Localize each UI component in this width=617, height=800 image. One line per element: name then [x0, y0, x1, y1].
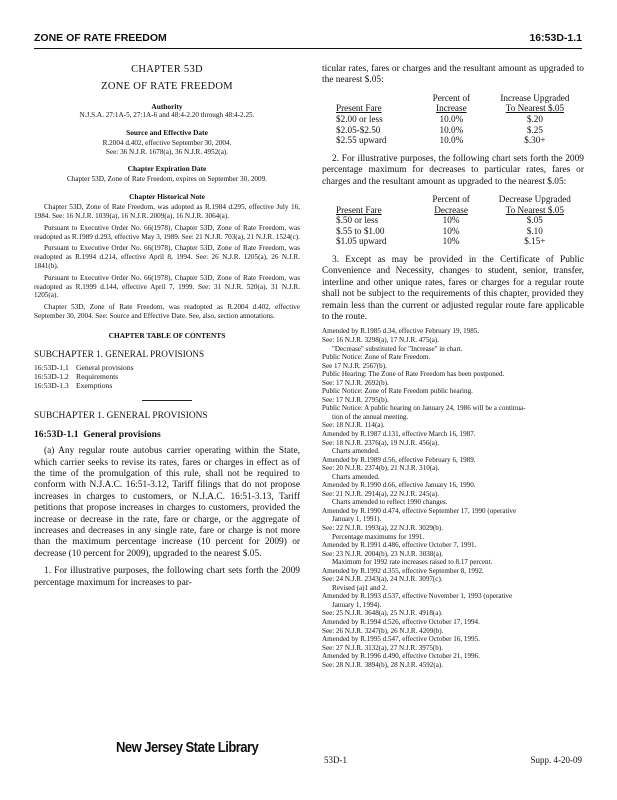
history-line: See: 18 N.J.R. 114(a).	[322, 421, 385, 430]
history-line: See: 17 N.J.R. 2692(b).	[322, 378, 389, 387]
history-line: Charts amended.	[332, 472, 380, 481]
table-row	[334, 236, 584, 247]
authority-heading: Authority	[151, 102, 183, 111]
table-cell: $.25	[526, 124, 543, 135]
table-header-cell: To Nearest $.05	[505, 204, 564, 215]
table-of-contents	[34, 363, 300, 391]
right-column	[322, 64, 584, 669]
history-line: See: 16 N.J.R. 3298(a), 17 N.J.R. 475(a).	[322, 335, 440, 344]
history-line: See: 18 N.J.R. 2376(a), 19 N.J.R. 456(a).	[322, 438, 440, 447]
paragraph-2: 2. For illustrative purposes, the following chart sets forth the 2009 percentage maximum for decreases to particular rates, fares or charges and the resultant amount as upgraded to the nearest $.05:	[322, 153, 584, 187]
history-line: Public Hearing: The Zone of Rate Freedom has been postponed.	[322, 370, 505, 379]
history-line: Charts amended.	[332, 447, 380, 456]
history-line: Maximum for 1992 rate increases raised to 8.17 percent.	[332, 558, 493, 567]
chapter-number: CHAPTER 53D	[131, 64, 203, 75]
history-line: Amended by R.1994 d.526, effective October 17, 1994.	[322, 618, 480, 626]
history-line: Amended by R.1990 d.66, effective January 16, 1990.	[322, 481, 476, 490]
table-cell: $.15+	[524, 236, 546, 247]
header-section: 16:53D-1.1	[529, 32, 582, 44]
history-line: Amended by R.1991 d.486, effective October 7, 1991.	[322, 541, 477, 550]
table-cell: 10.0%	[439, 114, 464, 124]
table-row	[334, 125, 584, 136]
table-header-cell: To Nearest $.05	[505, 103, 565, 114]
expiration-heading: Chapter Expiration Date	[127, 164, 207, 174]
history-paragraph: Pursuant to Executive Order No. 66(1978), Chapter 53D, Zone of Rate Freedom, was readopted as R.1989 d.293, effective May 3, 1989. See: 21 N.J.R. 703(a), 21 N.J.R. 1524(c).	[34, 223, 300, 241]
table-header-cell: Increase Upgraded	[500, 92, 570, 103]
history-line: Public Notice: A public hearing on January 24, 1986 will be a continua-	[322, 404, 526, 413]
section-heading	[34, 429, 300, 440]
paragraph-3: 3. Except as may be provided in the Certificate of Public Convenience and Necessity, changes to student, senior, transfer, interline and other unique rates, fares or charges for a regular route shall not be subject to the requirements of this chapter, provided they remain less than the current or adjusted regular route fare applicable to the route.	[322, 254, 584, 322]
table-cell: 10%	[442, 225, 460, 236]
history-line: Charts amended to reflect 1990 changes.	[332, 498, 448, 507]
toc-section-title: Exemptions	[76, 380, 113, 390]
table-cell: $2.00 or less	[336, 114, 383, 124]
section-number: 16:53D-1.1	[34, 429, 79, 441]
table-row	[334, 114, 584, 125]
history-line: Revised (a)1 and 2.	[332, 583, 388, 592]
history-line: See: 20 N.J.R. 2374(b), 21 N.J.R. 310(a).	[322, 464, 440, 473]
history-line: January 1, 1991).	[332, 515, 382, 524]
table-header-cell: Present Fare	[336, 103, 382, 114]
table-cell: $1.05 upward	[336, 236, 387, 247]
toc-section-title: General provisions	[76, 362, 134, 372]
table-cell: $.20	[526, 114, 543, 124]
table-cell: 10%	[442, 215, 460, 226]
paragraph-a: (a) Any regular route autobus carrier operating within the State, which carrier seeks to revise its rates, fares or charges in effect as of the time of the promulgation of this rule, shall not be required to conform with N.J.A.C. 16:51-3.12, Tariff filings that do not propose increases in charges to customers, or N.J.A.C. 16:51-3.13, Tariff petitions that propose increases in charges to customers, provided the increase or decrease in the rate, fare or charge, or the aggregate of increases and decreases in any single rate, fare or charge is not more than the maximum percentage increase (10 percent for 2009) or decrease (10 percent for 2009), upgraded to the nearest $.05.	[34, 446, 300, 559]
header-title: ZONE OF RATE FREEDOM	[34, 32, 167, 44]
table-cell: $2.55 upward	[336, 135, 387, 146]
table-cell: $.10	[526, 225, 543, 236]
history-line: Public Notice: Zone of Rate Freedom.	[322, 353, 431, 362]
table-header-cell: Percent of	[432, 92, 471, 103]
table-header-cell: Decrease Upgraded	[498, 194, 571, 204]
historical-note	[34, 203, 300, 321]
table-cell: $.50 or less	[336, 215, 379, 226]
history-line: Amended by R.1992 d.355, effective September 8, 1992.	[322, 566, 484, 575]
increase-table	[334, 93, 584, 146]
table-cell: 10.0%	[439, 124, 464, 135]
history-line: See: 26 N.J.R. 3247(b), 26 N.J.R. 4209(b).	[322, 626, 444, 635]
section-title: General provisions	[83, 429, 161, 441]
toc-section-title: Requirements	[76, 371, 119, 381]
history-line: tion of the annual meeting.	[332, 412, 409, 421]
page-footer	[34, 740, 582, 782]
history-line: Public Notice: Zone of Rate Freedom public hearing.	[322, 387, 473, 396]
history-paragraph: Chapter 53D, Zone of Rate Freedom, was readopted as R.2004 d.402, effective September 30, 2004. See: Source and Effective Date. See, also, section annotations.	[34, 303, 300, 320]
history-heading: Chapter Historical Note	[129, 192, 205, 202]
table-cell: $.55 to $1.00	[336, 225, 385, 236]
history-line: Amended by R.1990 d.474, effective September 17, 1990 (operative	[322, 506, 517, 515]
chapter-title: ZONE OF RATE FREEDOM	[101, 81, 233, 92]
history-line: See: 21 N.J.R. 2914(a), 22 N.J.R. 245(a).	[322, 489, 440, 498]
page-number: 53D-1	[324, 755, 347, 765]
left-column	[34, 64, 300, 589]
table-header-cell: Percent of	[432, 194, 470, 204]
authority-text: N.J.S.A. 27:1A-5, 27:1A-6 and 48:4-2.20 through 48:4-2.25.	[79, 111, 255, 119]
history-line: Percentage maximums for 1991.	[332, 532, 425, 541]
history-line: See: 22 N.J.R. 1993(a), 22 N.J.R. 3029(b).	[322, 523, 443, 532]
toc-section-number: 16:53D-1.3	[34, 380, 69, 390]
history-line: See: 24 N.J.R. 2343(a), 24 N.J.R. 3097(c).	[322, 575, 443, 584]
history-line: Amended by R.1996 d.490, effective October 21, 1996.	[322, 652, 480, 661]
table-cell: $.05	[526, 215, 543, 226]
table-header-cell: Increase	[436, 103, 467, 114]
table-cell: 10.0%	[439, 135, 464, 146]
table-row	[334, 215, 584, 226]
history-line: See: 28 N.J.R. 3894(b), 28 N.J.R. 4592(a).	[322, 660, 443, 669]
table-cell: 10%	[442, 236, 460, 247]
history-paragraph: Pursuant to Executive Order No. 66(1978), Chapter 53D, Zone of Rate Freedom, was readopted as R.1999 d.144, effective April 7, 1999. See: 31 N.J.R. 520(a), 31 N.J.R. 1205(a).	[34, 273, 300, 300]
history-line: See: 17 N.J.R. 2795(b).	[322, 395, 389, 404]
toc-heading: CHAPTER TABLE OF CONTENTS	[108, 330, 226, 340]
amendment-history	[322, 327, 584, 669]
decrease-table	[334, 194, 584, 247]
table-cell: $.30+	[524, 135, 546, 146]
history-paragraph: Chapter 53D, Zone of Rate Freedom, was adopted as R.1984 d.295, effective July 16, 1984. See: 16 N.J.R. 1039(a), 16 N.J.R. 2009(a), 16 N.J.R. 3064(a).	[34, 203, 300, 220]
history-line: Amended by R.1993 d.537, effective November 1, 1993 (operative	[322, 592, 513, 601]
source-heading: Source and Effective Date	[126, 127, 208, 137]
history-line: "Decrease" substituted for "Increase" in chart.	[332, 344, 463, 353]
library-logo: New Jersey State Library	[116, 740, 259, 756]
history-line: See 17 N.J.R. 2567(b).	[322, 361, 387, 370]
source-line-1: R.2004 d.402, effective September 30, 2004.	[102, 138, 232, 147]
table-row	[334, 226, 584, 237]
history-line: Amended by R.1987 d.131, effective March 16, 1987.	[322, 429, 476, 438]
history-line: Amended by R.1995 d.547, effective October 16, 1995.	[322, 635, 480, 644]
table-row	[334, 135, 584, 146]
paragraph-1: 1. For illustrative purposes, the following chart sets forth the 2009 percentage maximum for increases to par-	[34, 566, 300, 588]
source-line-2: See: 36 N.J.R. 1678(a), 36 N.J.R. 4952(a).	[105, 147, 229, 156]
history-line: January 1, 1994).	[332, 600, 382, 609]
history-line: See: 23 N.J.R. 2004(b), 23 N.J.R. 3038(a).	[322, 549, 443, 558]
history-line: See: 27 N.J.R. 3132(a), 27 N.J.R. 3975(b).	[322, 643, 443, 652]
expiration-text: Chapter 53D, Zone of Rate Freedom, expires on September 30, 2009.	[66, 175, 267, 184]
table-header-cell	[334, 93, 417, 104]
history-line: Amended by R.1989 d.56, effective February 6, 1989.	[322, 455, 476, 464]
subchapter-heading: SUBCHAPTER 1. GENERAL PROVISIONS	[34, 411, 208, 422]
table-header-cell	[334, 194, 417, 205]
history-line: See: 25 N.J.R. 3648(a), 25 N.J.R. 4918(a).	[322, 609, 443, 618]
running-header	[34, 32, 582, 49]
supplement-date: Supp. 4-20-09	[530, 755, 582, 765]
table-cell: $2.05-$2.50	[336, 124, 381, 135]
history-paragraph: Pursuant to Executive Order No. 66(1978), Chapter 53D, Zone of Rate Freedom, was readopted as R.1994 d.214, effective April 8, 1994. See: 26 N.J.R. 1205(a), 26 N.J.R. 1841(b).	[34, 244, 300, 270]
toc-subchapter: SUBCHAPTER 1. GENERAL PROVISIONS	[34, 348, 205, 359]
paragraph-1-continued: ticular rates, fares or charges and the resultant amount as upgraded to the nearest $.05:	[322, 64, 584, 86]
toc-section-number: 16:53D-1.1	[34, 362, 69, 372]
toc-section-number: 16:53D-1.2	[34, 371, 69, 381]
table-header-cell: Decrease	[434, 204, 468, 215]
history-line: Amended by R.1985 d.34, effective February 19, 1985.	[322, 327, 480, 336]
table-header-cell: Present Fare	[336, 204, 382, 215]
